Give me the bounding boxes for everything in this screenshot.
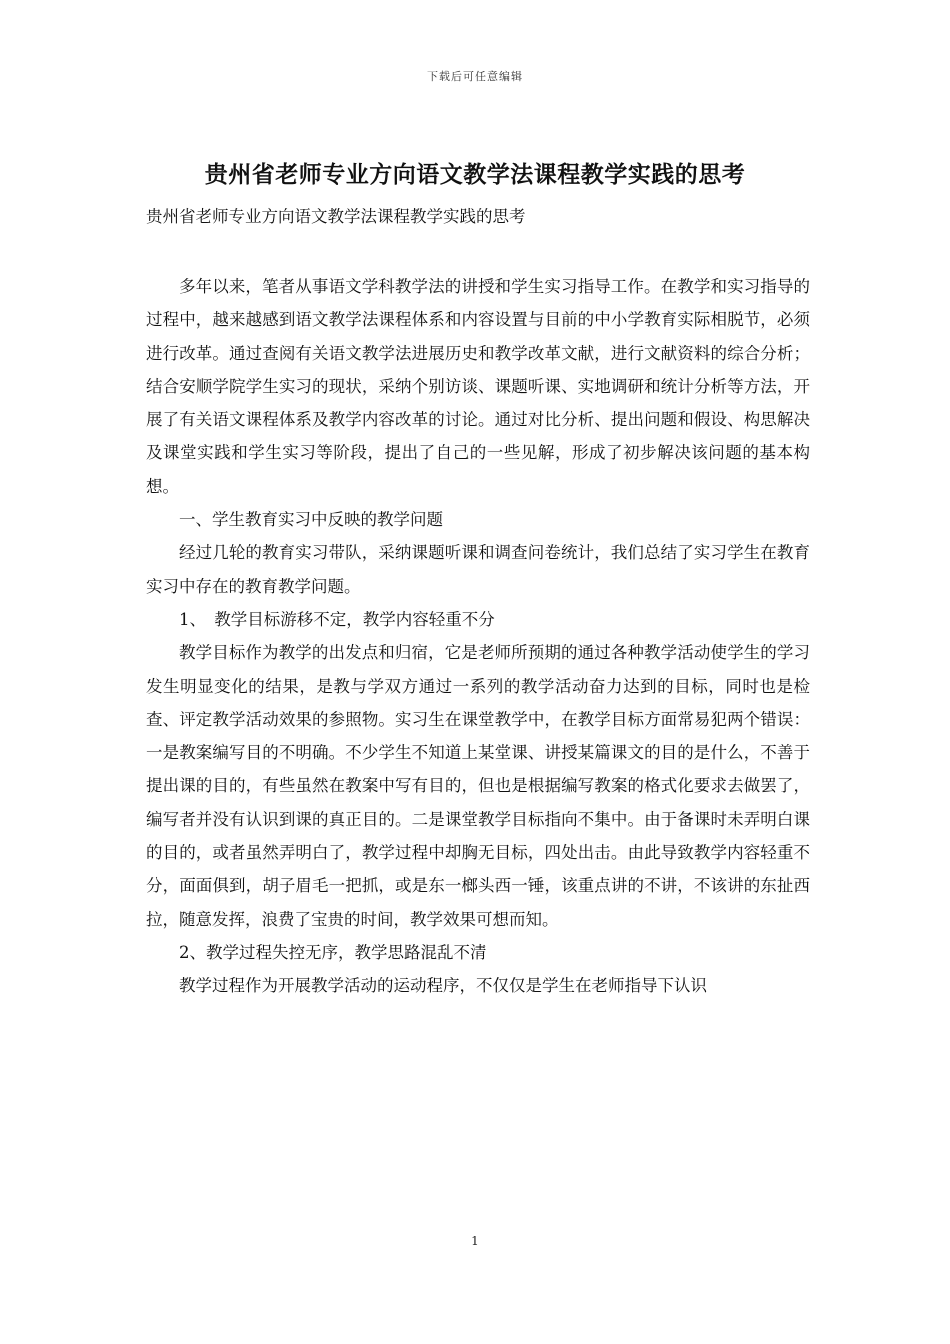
header-note: 下载后可任意编辑: [427, 70, 523, 83]
subsection-heading-2: 2、教学过程失控无序，教学思路混乱不清: [179, 942, 487, 962]
document-subtitle: 贵州省老师专业方向语文教学法课程教学实践的思考: [146, 207, 526, 226]
page-number: 1: [471, 1234, 479, 1248]
intro-paragraph: 多年以来，笔者从事语文学科教学法的讲授和学生实习指导工作。在教学和实习指导的过程中，越来越感到语文教学法课程体系和内容设置与目前的中小学教育实际相脱节，必须进行改革。通过查阅有关语文教学法进展历史和教学改革文献，进行文献资料的综合分析；结合安顺学院学生实习的现状，采纳个别访谈、课题听课、实地调研和统计分析等方法，开展了有关语文课程体系及教学内容改革的讨论。通过对比分析、提出问题和假设、构思解决及课堂实践和学生实习等阶段，提出了自己的一些见解，形成了初步解决该问题的基本构想。: [146, 277, 810, 496]
body-paragraph: 教学目标作为教学的出发点和归宿，它是老师所预期的通过各种教学活动使学生的学习发生明显变化的结果，是教与学双方通过一系列的教学活动奋力达到的目标，同时也是检查、评定教学活动效果的参照物。实习生在课堂教学中，在教学目标方面常易犯两个错误：一是教案编写目的不明确。不少学生不知道上某堂课、讲授某篇课文的目的是什么，不善于提出课的目的，有些虽然在教案中写有目的，但也是根据编写教案的格式化要求去做罢了，编写者并没有认识到课的真正目的。二是课堂教学目标指向不集中。由于备课时未弄明白课的目的，或者虽然弄明白了，教学过程中却胸无目标，四处出击。由此导致教学内容轻重不分，面面俱到，胡子眉毛一把抓，或是东一榔头西一锤，该重点讲的不讲，不该讲的东扯西拉，随意发挥，浪费了宝贵的时间，教学效果可想而知。: [146, 643, 810, 929]
document-title: 贵州省老师专业方向语文教学法课程教学实践的思考: [204, 161, 746, 188]
subsection-heading-1: 1、 教学目标游移不定，教学内容轻重不分: [179, 609, 495, 629]
section-heading-1: 一、学生教育实习中反映的教学问题: [179, 510, 443, 530]
body-paragraph: 教学过程作为开展教学活动的运动程序，不仅仅是学生在老师指导下认识: [179, 976, 707, 996]
document-body: [146, 270, 810, 1003]
body-paragraph: 经过几轮的教育实习带队，采纳课题听课和调查问卷统计，我们总结了实习学生在教育实习中存在的教育教学问题。: [146, 543, 810, 596]
